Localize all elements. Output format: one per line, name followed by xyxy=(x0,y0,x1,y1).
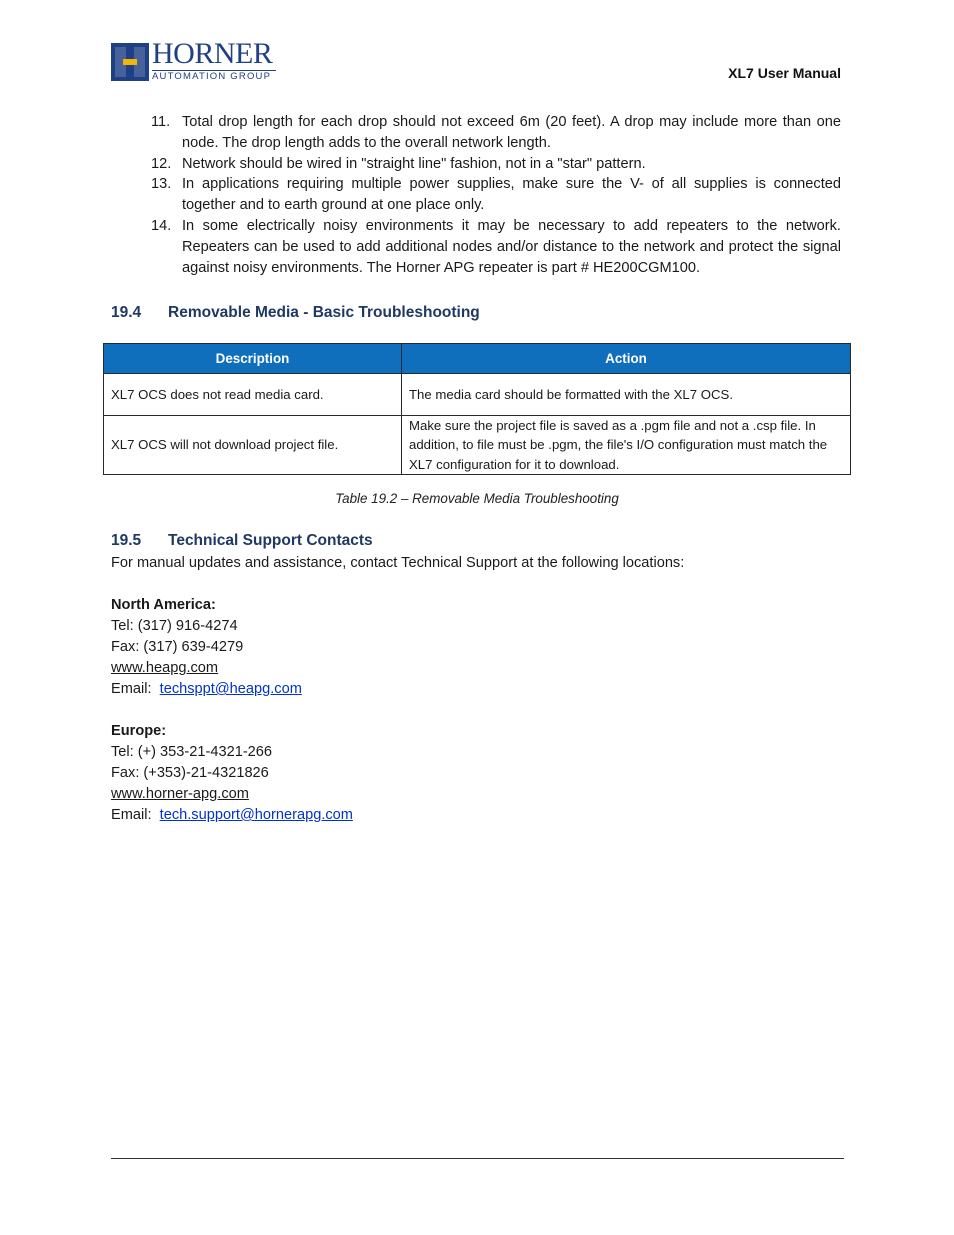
footer-divider xyxy=(111,1158,844,1159)
phone-number: Tel: (+) 353-21-4321-266 xyxy=(111,744,273,760)
website-link[interactable]: www.horner-apg.com xyxy=(111,786,249,802)
table-cell-description: XL7 OCS will not download project file. xyxy=(104,416,402,475)
website-link[interactable]: www.heapg.com xyxy=(111,660,219,676)
region-heading: North America: xyxy=(111,597,216,613)
section-number: 19.5 xyxy=(111,532,142,549)
list-item xyxy=(151,174,841,216)
list-item-number: 11. xyxy=(151,114,171,130)
section-title: Removable Media - Basic Troubleshooting xyxy=(168,304,480,321)
email-link[interactable]: techsppt@heapg.com xyxy=(159,681,302,697)
column-header-action: Action xyxy=(402,344,851,374)
region-heading: Europe: xyxy=(111,723,167,739)
contact-north-america xyxy=(111,595,302,700)
list-item xyxy=(151,154,841,175)
horner-logo-mark-icon xyxy=(111,43,149,81)
list-item-text: Total drop length for each drop should not exceed 6m (20 feet). A drop may include more than one node. The drop length adds to the overall network length. xyxy=(182,114,841,151)
network-rules-list xyxy=(151,112,841,278)
list-item-number: 12. xyxy=(151,155,172,172)
fax-number: Fax: (+353)-21-4321826 xyxy=(111,765,269,781)
phone-number: Tel: (317) 916-4274 xyxy=(111,618,238,634)
table-cell-action: The media card should be formatted with the XL7 OCS. xyxy=(402,374,851,416)
table-header-row xyxy=(104,344,851,374)
contact-intro xyxy=(111,553,684,574)
intro-text: For manual updates and assistance, contact Technical Support at the following locations: xyxy=(111,555,685,571)
table-row xyxy=(104,374,851,416)
email-link[interactable]: tech.support@hornerapg.com xyxy=(159,807,353,823)
list-item-text: In applications requiring multiple power supplies, make sure the V- of all supplies is connected together and to earth ground at one place only. xyxy=(182,176,841,214)
email-label: Email: xyxy=(111,807,160,823)
table-row xyxy=(104,416,851,475)
document-title: XL7 User Manual xyxy=(728,65,841,81)
section-number: 19.4 xyxy=(111,304,142,321)
column-header-description: Description xyxy=(104,344,402,374)
list-item xyxy=(151,216,841,278)
table-cell-action: Make sure the project file is saved as a .pgm file and not a .csp file. In addition, to file must be .pgm, the file's I/O configuration must match the XL7 configuration for it to download. xyxy=(402,416,851,475)
table-cell-description: XL7 OCS does not read media card. xyxy=(104,374,402,416)
logo-subtitle: AUTOMATION GROUP xyxy=(152,70,276,82)
list-item-number: 13. xyxy=(151,176,172,193)
list-item-text: In some electrically noisy environments it may be necessary to add repeaters to the network. Repeaters can be used to add additional nodes and/or distance to the network and protect the signal against noisy environments. The Horner APG repeater is part # HE200CGM100. xyxy=(182,217,841,276)
section-title: Technical Support Contacts xyxy=(168,532,373,549)
troubleshooting-table xyxy=(103,343,851,475)
table-caption: Table 19.2 – Removable Media Troubleshooting xyxy=(335,491,619,506)
list-item-number: 14. xyxy=(151,217,172,234)
section-heading-19-4 xyxy=(111,304,480,322)
logo-wordmark: HORNER xyxy=(152,37,273,70)
list-item-text: Network should be wired in "straight line" fashion, not in a "star" pattern. xyxy=(182,155,646,172)
email-label: Email: xyxy=(111,681,160,697)
horner-logo xyxy=(111,37,277,82)
section-heading-19-5 xyxy=(111,532,373,550)
list-item xyxy=(151,112,841,154)
contact-europe xyxy=(111,721,353,826)
fax-number: Fax: (317) 639-4279 xyxy=(111,639,244,655)
